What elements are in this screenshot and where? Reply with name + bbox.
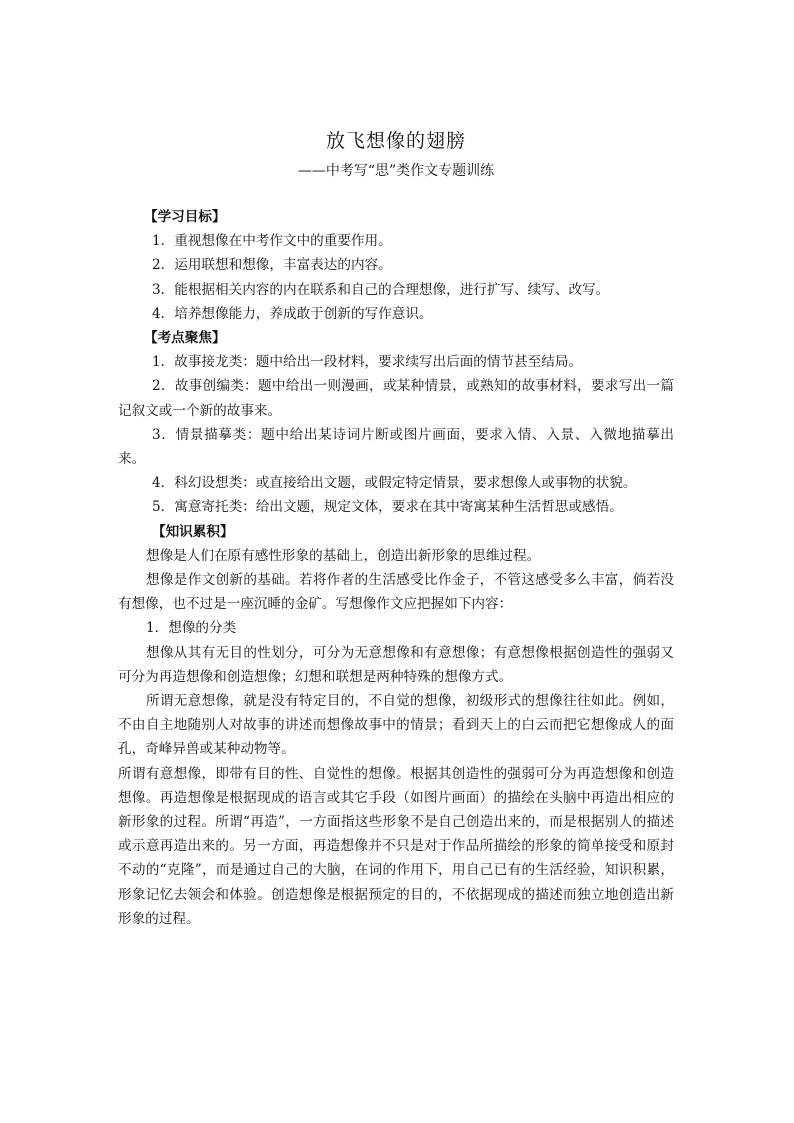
- point-item: 5．寓意寄托类：给出文题，规定文体，要求在其中寄寓某种生活哲思或感悟。: [152, 499, 623, 516]
- document-subtitle: ——中考写“思”类作文专题训练: [297, 163, 495, 179]
- point-item: 3．情景描摹类：题中给出某诗词片断或图片画面，要求入情、入景、入微地描摹出来。: [118, 426, 674, 468]
- knowledge-subheading: 1．想像的分类: [146, 620, 237, 637]
- goal-item: 1．重视想像在中考作文中的重要作用。: [152, 233, 392, 250]
- knowledge-paragraph: 想像从其有无目的性划分，可分为无意想像和有意想像；有意想像根据创造性的强弱又可分为再造想像和创造想像；幻想和联想是两种特殊的想像方式。: [118, 644, 674, 685]
- section-heading-goals: 【学习目标】: [144, 209, 226, 225]
- section-heading-points: 【考点聚焦】: [144, 330, 226, 347]
- point-item: 1．故事接龙类：题中给出一段材料，要求续写出后面的情节甚至结局。: [152, 354, 583, 371]
- document-title: 放飞想像的翅膀: [325, 130, 466, 152]
- knowledge-paragraph: 所谓无意想像，就是没有特定目的，不自觉的想像，初级形式的想像往往如此。例如，不由自主地随别人对故事的讲述而想像故事中的情景；看到天上的白云而把它想像成人的面孔，奇峰异兽或某种动物等。: [118, 693, 674, 758]
- document-page: [118, 128, 674, 931]
- point-item: 2．故事创编类：题中给出一则漫画，或某种情景，或熟知的故事材料，要求写出一篇记叙文或一个新的故事来。: [118, 378, 674, 419]
- knowledge-paragraph: 所谓有意想像，即带有目的性、自觉性的想像。根据其创造性的强弱可分为再造想像和创造想像。再造想像是根据现成的语言或其它手段（如图片画面）的描绘在头脑中再造出相应的新形象的过程。所谓“再造”，一方面指这些形象不是自己创造出来的，而是根据别人的描述或示意再造出来的。另一方面，再造想像并不只是对于作品所描绘的形象的简单接受和原封不动的“克隆”，而是通过自己的大脑，在词的作用下，用自己已有的生活经验，知识积累，形象记忆去领会和体验。创造想像是根据预定的目的，不依据现成的描述而独立地创造出新形象的过程。: [118, 765, 674, 927]
- goal-item: 4．培养想像能力，养成敢于创新的写作意识。: [152, 305, 433, 322]
- knowledge-paragraph: 想像是作文创新的基础。若将作者的生活感受比作金子，不管这感受多么丰富，倘若没有想像，也不过是一座沉睡的金矿。写想像作文应把握如下内容：: [118, 572, 674, 613]
- section-heading-knowledge: 【知识累积】: [152, 523, 234, 540]
- goal-item: 2．运用联想和想像，丰富表达的内容。: [152, 257, 392, 274]
- goal-item: 3．能根据相关内容的内在联系和自己的合理想像，进行扩写、续写、改写。: [152, 281, 610, 298]
- knowledge-paragraph: 想像是人们在原有感性形象的基础上，创造出新形象的思维过程。: [146, 547, 541, 564]
- point-item: 4．科幻设想类：或直接给出文题，或假定特定情景，要求想像人或事物的状貌。: [152, 475, 637, 492]
